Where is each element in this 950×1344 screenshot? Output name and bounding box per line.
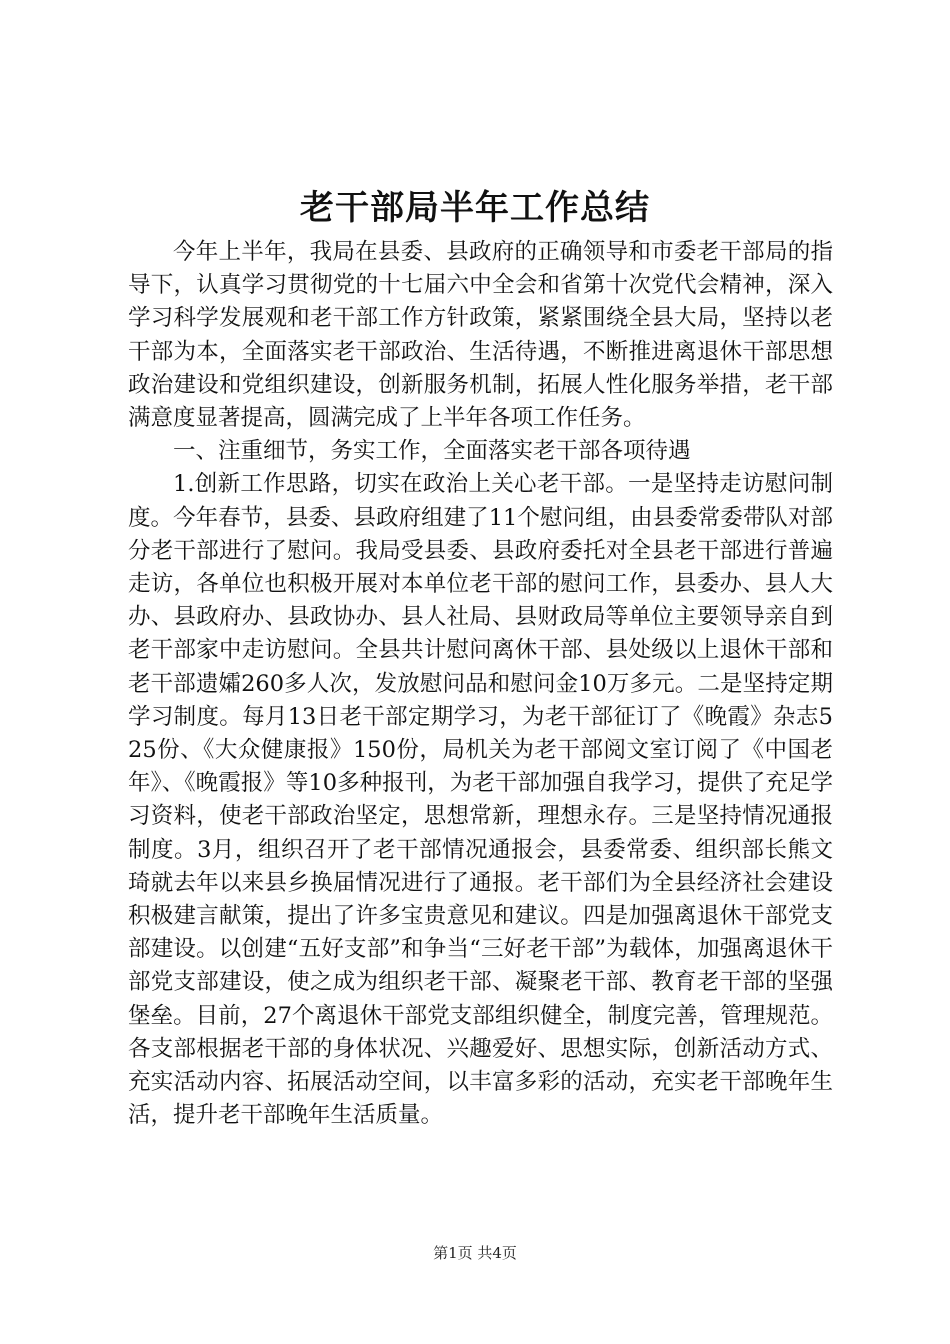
- body-paragraph: 1.创新工作思路，切实在政治上关心老干部。一是坚持走访慰问制度。今年春节，县委、县政府组建了11个慰问组，由县委常委带队对部分老干部进行了慰问。我局受县委、县政府委托对全县老干部进行普遍走访，各单位也积极开展对本单位老干部的慰问工作，县委办、县人大办、县政府办、县政协办、县人社局、县财政局等单位主要领导亲自到老干部家中走访慰问。全县共计慰问离休干部、县处级以上退休干部和老干部遗孀260多人次，发放慰问品和慰问金10万多元。二是坚持定期学习制度。每月13日老干部定期学习，为老干部征订了《晚霞》杂志525份、《大众健康报》150份，局机关为老干部阅文室订阅了《中国老年》、《晚霞报》等10多种报刊，为老干部加强自我学习，提供了充足学习资料，使老干部政治坚定，思想常新，理想永存。三是坚持情况通报制度。3月，组织召开了老干部情况通报会，县委常委、组织部长熊文琦就去年以来县乡换届情况进行了通报。老干部们为全县经济社会建设积极建言献策，提出了许多宝贵意见和建议。四是加强离退休干部党支部建设。以创建“五好支部”和争当“三好老干部”为载体，加强离退休干部党支部建设，使之成为组织老干部、凝聚老干部、教育老干部的坚强堡垒。目前，27个离退休干部党支部组织健全，制度完善，管理规范。各支部根据老干部的身体状况、兴趣爱好、思想实际，创新活动方式、充实活动内容、拓展活动空间，以丰富多彩的活动，充实老干部晚年生活，提升老干部晚年生活质量。: [128, 471, 833, 1129]
- document-title: 老干部局半年工作总结: [300, 188, 650, 228]
- intro-paragraph: 今年上半年，我局在县委、县政府的正确领导和市委老干部局的指导下，认真学习贯彻党的十七届六中全会和省第十次党代会精神，深入学习科学发展观和老干部工作方针政策，紧紧围绕全县大局，坚持以老干部为本，全面落实老干部政治、生活待遇，不断推进离退休干部思想政治建设和党组织建设，创新服务机制，拓展人性化服务举措，老干部满意度显著提高，圆满完成了上半年各项工作任务。: [128, 239, 833, 432]
- section-heading: 一、注重细节，务实工作，全面落实老干部各项待遇: [173, 438, 691, 465]
- page-footer: 第1页 共4页: [433, 1244, 517, 1262]
- document-body: [128, 236, 833, 1132]
